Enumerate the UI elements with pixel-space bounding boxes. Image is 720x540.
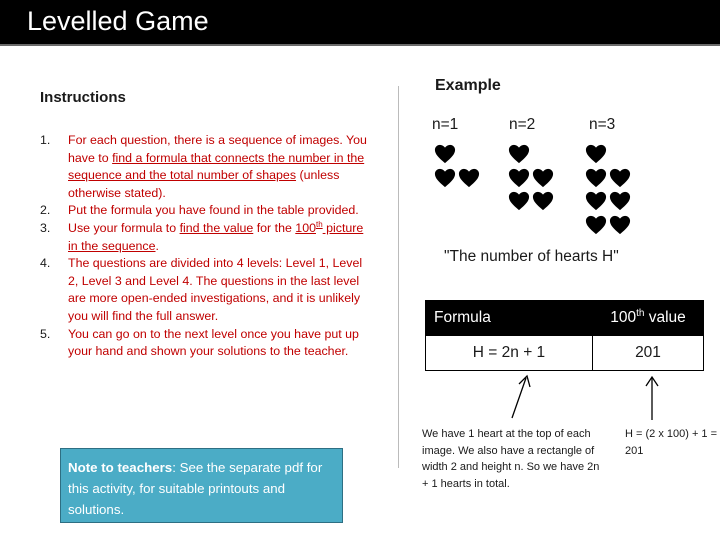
instruction-text-part: th — [315, 219, 323, 229]
value-header-sup: th — [636, 308, 645, 320]
instruction-text-part: (unless otherwise stated). — [68, 168, 340, 200]
instruction-text-part: Use your formula to — [68, 220, 180, 235]
formula-header: Formula — [426, 301, 593, 336]
instruction-text-part: find a formula that connects the number in the sequence and the total number of shapes — [68, 150, 365, 183]
instruction-text-part: Put the formula you have found in the table provided. — [68, 203, 359, 218]
teacher-note-label: Note to teachers — [68, 460, 173, 475]
formula-cell: H = 2n + 1 — [426, 336, 593, 371]
value-explanation: H = (2 x 100) + 1 = 201 — [625, 428, 718, 457]
instruction-text-part: . — [155, 238, 159, 253]
instructions-heading: Instructions — [40, 89, 126, 106]
value-header-num: 100 — [610, 309, 637, 327]
value-header-rest: value — [644, 309, 686, 327]
formula-explanation: We have 1 heart at the top of each image. We also have a rectangle of width 2 and height n. So we have 2n + 1 hearts in total. — [422, 428, 600, 490]
instruction-number: 4. — [40, 256, 51, 271]
instruction-number: 3. — [40, 220, 51, 235]
value-cell: 201 — [593, 336, 704, 371]
instruction-text-part: You can go on to the next level once you have put up your hand and shown your solutions to the teacher. — [68, 326, 359, 359]
instruction-text-part: picture in the sequence — [68, 220, 364, 253]
instruction-number: 2. — [40, 203, 51, 218]
instruction-text-part: The questions are divided into 4 levels: Level 1, Level 2, Level 3 and Level 4. The questions in the last level are more open-ended investigations, and it is unlikely you will find the full answer. — [68, 256, 363, 323]
instruction-text-part: 100 — [295, 220, 316, 235]
instruction-number: 5. — [40, 326, 51, 341]
instruction-number: 1. — [40, 133, 51, 147]
example-heading: Example — [435, 77, 501, 94]
teacher-note-text: : See the separate pdf for this activity, for suitable printouts and solutions. — [68, 460, 323, 517]
instruction-text-part: For each question, there is a sequence of images. You have to — [68, 133, 367, 165]
arrow-to-value-icon — [646, 377, 658, 420]
hearts-caption: "The number of hearts H" — [444, 248, 619, 265]
page-title: Levelled Game — [27, 6, 209, 36]
instruction-text-part: find the value — [179, 220, 254, 235]
label-n3: n=3 — [589, 116, 616, 133]
label-n1: n=1 — [432, 116, 459, 133]
instruction-text-part: for the — [253, 220, 296, 235]
arrow-to-formula-icon — [512, 376, 530, 418]
label-n2: n=2 — [509, 116, 536, 133]
